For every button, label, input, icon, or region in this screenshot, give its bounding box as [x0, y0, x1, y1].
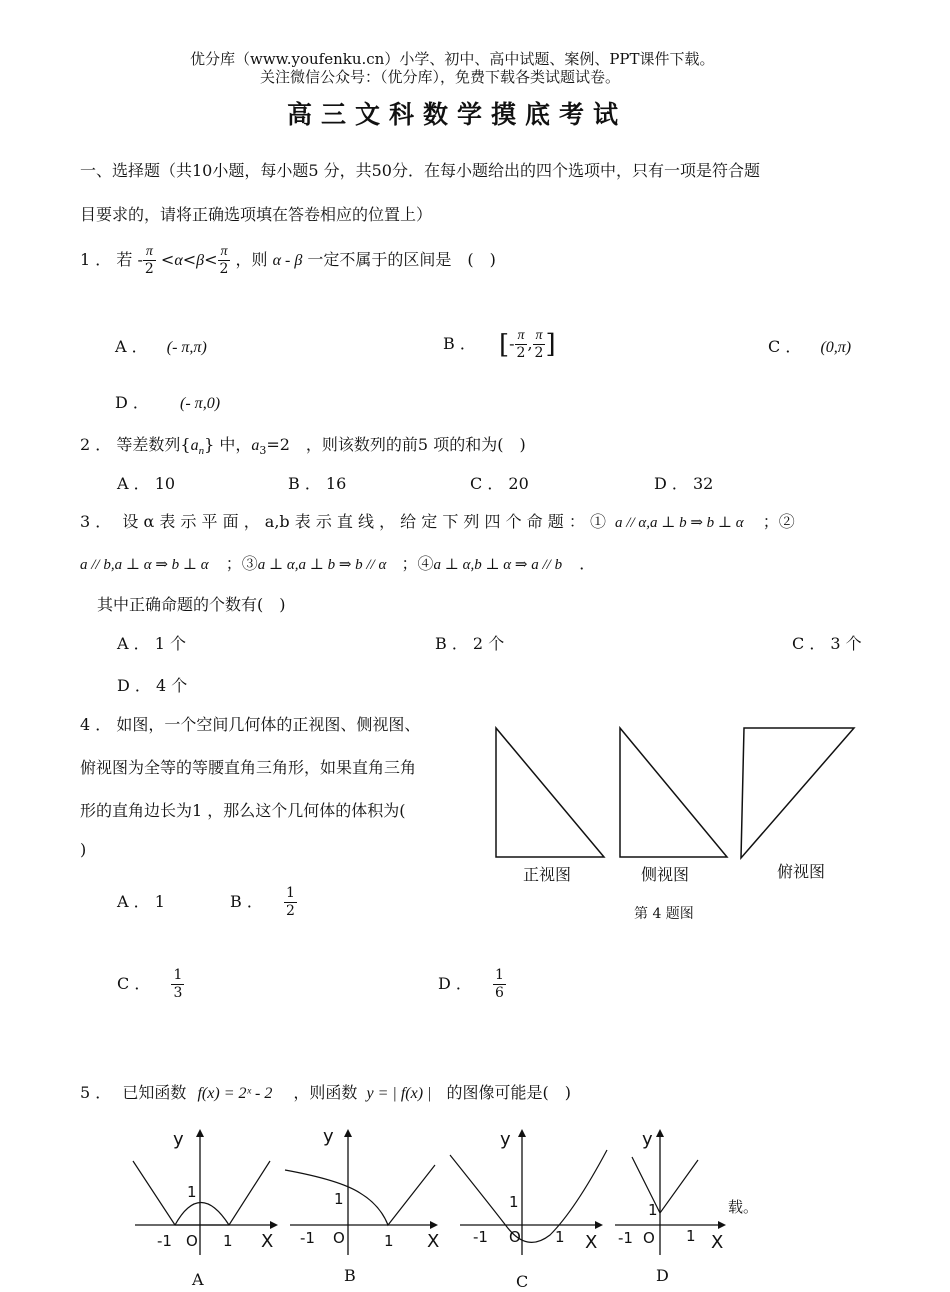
side-view-label: 侧视图	[641, 865, 690, 884]
beta-symbol: β	[196, 252, 205, 269]
x-label: X	[427, 1231, 440, 1252]
fraction-pi-over-2: $\frac{\pi}{2}$	[516, 328, 526, 361]
x-axis-arrow	[595, 1221, 603, 1229]
y-axis-arrow	[344, 1129, 352, 1137]
stray-text: 载。	[728, 1198, 759, 1216]
separator-4: ；④	[401, 554, 434, 573]
question-3-number: 3 ．	[80, 512, 112, 531]
q2-option-a[interactable]: A ． 10	[117, 474, 176, 493]
top-view-triangle	[741, 728, 854, 858]
tick-x-neg-1: -1	[618, 1229, 633, 1247]
option-label: A ．	[115, 337, 148, 356]
option-label: D ．	[115, 393, 149, 412]
three-views-figure	[480, 720, 880, 870]
function-definition: f(x) = 2ˣ - 2	[197, 1085, 273, 1102]
x-label: X	[261, 1231, 274, 1252]
question-2-text-a: 等差数列{	[116, 435, 191, 454]
less-than: <	[160, 250, 175, 269]
question-1-pre: 若	[116, 250, 133, 269]
option-value: (- π,π)	[166, 339, 207, 356]
question-3-text: 设 α 表 示 平 面 ， a,b 表 示 直 线 ， 给 定 下 列 四 个 命 题 ： ①	[122, 512, 606, 531]
tick-x-neg-1: -1	[157, 1232, 172, 1250]
question-2-text-b: } 中，	[204, 435, 252, 454]
question-3-line-1	[80, 509, 795, 532]
q3-option-b[interactable]: B ． 2 个	[435, 634, 505, 653]
top-view-label: 俯视图	[777, 862, 826, 881]
question-5-mid: ，则函数	[293, 1083, 358, 1102]
y-label: y	[642, 1129, 653, 1150]
page-title: 高三文科数学摸底考试	[287, 100, 628, 129]
x-axis-arrow	[270, 1221, 278, 1229]
subscript-3: 3	[259, 444, 267, 458]
q1-option-b[interactable]	[443, 322, 556, 367]
side-view-triangle	[620, 728, 727, 857]
q4-option-d[interactable]	[438, 962, 506, 1006]
question-1-stem	[80, 240, 496, 281]
question-4-line-4: )	[80, 840, 87, 859]
minus-sign: -	[509, 334, 515, 353]
fraction-pi-over-2: $\frac{\pi}{2}$	[219, 244, 229, 277]
a-3-symbol: a	[251, 437, 260, 454]
y-label: y	[500, 1129, 511, 1150]
absolute-value-function: y = | f(x) |	[366, 1085, 432, 1102]
question-1-number: 1 ．	[80, 250, 112, 269]
tick-y-1: 1	[648, 1201, 658, 1219]
question-4-line-3: 形的直角边长为1 ，那么这个几何体的体积为(	[80, 801, 406, 820]
q2-option-c[interactable]: C ． 20	[470, 474, 529, 493]
alpha-symbol: α	[174, 252, 183, 269]
q3-option-c[interactable]: C ． 3 个	[792, 634, 862, 653]
curve-a-arc	[175, 1203, 229, 1226]
graph-b[interactable]	[280, 1125, 450, 1285]
graph-b-label: B	[344, 1266, 356, 1285]
origin-label: O	[333, 1229, 345, 1247]
front-view-label: 正视图	[523, 865, 572, 884]
fraction-pi-over-2: $\frac{\pi}{2}$	[534, 328, 544, 361]
proposition-4: a ⊥ α,b ⊥ α ⇒ a // b	[433, 557, 563, 573]
fraction-pi-over-2: $\frac{\pi}{2}$	[144, 244, 154, 277]
option-label: B ．	[230, 892, 263, 911]
option-label: C ．	[117, 974, 151, 993]
proposition-3: a ⊥ α,a ⊥ b ⇒ b // α	[257, 557, 387, 573]
x-axis-arrow	[430, 1221, 438, 1229]
q1-option-d[interactable]	[115, 390, 220, 413]
tick-x-1: 1	[686, 1227, 696, 1245]
option-label: D ．	[438, 974, 472, 993]
q1-option-a[interactable]	[115, 334, 207, 357]
graph-a[interactable]	[125, 1125, 285, 1285]
question-2-number: 2 ．	[80, 435, 112, 454]
q4-option-a[interactable]: A ． 1	[117, 892, 165, 911]
graph-c[interactable]	[445, 1125, 615, 1285]
y-axis-arrow	[656, 1129, 664, 1137]
header-line-1: 优分库（www.youfenku.cn）小学、初中、高中试题、案例、PPT课件下载。	[190, 50, 715, 68]
tick-x-neg-1: -1	[473, 1228, 488, 1246]
option-value: (- π,0)	[180, 395, 221, 412]
option-label: B ．	[443, 334, 476, 353]
question-4-line-2: 俯视图为全等的等腰直角三角形，如果直角三角	[80, 758, 417, 777]
question-3-line-2	[80, 551, 595, 574]
curve-d	[632, 1157, 698, 1213]
separator-2: ；②	[762, 512, 795, 531]
x-label: X	[711, 1232, 724, 1253]
fraction-1-over-2: $\frac{1}{2}$	[285, 885, 295, 919]
question-1-comma: ，则	[235, 250, 268, 269]
tick-y-1: 1	[187, 1183, 197, 1201]
q3-option-a[interactable]: A ． 1 个	[117, 634, 186, 653]
q2-option-b[interactable]: B ． 16	[288, 474, 347, 493]
origin-label: O	[643, 1229, 655, 1247]
question-5-stem	[80, 1080, 571, 1103]
x-label: X	[585, 1232, 598, 1253]
question-3-line-3: 其中正确命题的个数有( )	[97, 595, 286, 614]
origin-label: O	[186, 1232, 198, 1250]
section-1-instruction-line-2: 目要求的，请将正确选项填在答卷相应的位置上）	[80, 205, 433, 224]
fraction-1-over-3: $\frac{1}{3}$	[173, 967, 183, 1001]
y-axis-arrow	[518, 1129, 526, 1137]
fraction-1-over-6: $\frac{1}{6}$	[495, 967, 504, 1001]
question-5-pre: 已知函数	[122, 1083, 187, 1102]
left-bracket: [	[498, 329, 510, 360]
q3-option-d[interactable]: D ． 4 个	[117, 676, 188, 695]
comma: ,	[527, 334, 533, 353]
curve-b	[285, 1165, 435, 1225]
tick-x-1: 1	[384, 1232, 394, 1250]
section-1-instruction-line-1: 一、选择题（共10小题，每小题5 分，共50分．在每小题给出的四个选项中，只有一项是符合题	[80, 161, 760, 180]
tick-x-1: 1	[223, 1232, 233, 1250]
curve-a-outer	[133, 1161, 270, 1225]
figure-4-caption: 第 4 题图	[634, 906, 694, 922]
separator-3: ；③	[225, 554, 258, 573]
y-label: y	[323, 1126, 334, 1147]
question-4-line-1: 4 ． 如图，一个空间几何体的正视图、侧视图、	[80, 715, 421, 734]
tick-x-1: 1	[555, 1228, 565, 1246]
question-1-post: 一定不属于的区间是 ( )	[307, 250, 496, 269]
q1-option-c[interactable]	[768, 334, 851, 357]
question-5-number: 5 ．	[80, 1083, 112, 1102]
tick-x-neg-1: -1	[300, 1229, 315, 1247]
graph-d-label: D	[656, 1266, 669, 1285]
right-bracket: ]	[545, 329, 556, 360]
graph-a-label: A	[192, 1270, 204, 1289]
q2-option-d[interactable]: D ． 32	[654, 474, 714, 493]
q4-option-b[interactable]	[230, 880, 297, 924]
header-line-2: 关注微信公众号：（优分库），免费下载各类试题试卷。	[260, 68, 621, 86]
minus-sign: -	[137, 250, 143, 269]
proposition-2: a // b,a ⊥ α ⇒ b ⊥ α	[80, 557, 209, 573]
y-label: y	[173, 1129, 184, 1150]
origin-label: O	[509, 1228, 521, 1246]
q4-option-c[interactable]	[117, 962, 184, 1006]
tick-y-1: 1	[334, 1190, 344, 1208]
less-than: <	[182, 250, 197, 269]
graph-c-label: C	[516, 1272, 529, 1291]
question-2-stem	[80, 432, 526, 457]
question-2-text-c: =2 ，则该数列的前5 项的和为( )	[266, 435, 526, 454]
subscript-n: n	[198, 445, 205, 458]
y-axis-arrow	[196, 1129, 204, 1137]
a-n-symbol: a	[190, 437, 199, 454]
front-view-triangle	[496, 728, 604, 857]
alpha-minus-beta: α - β	[272, 252, 303, 269]
option-label: C ．	[768, 337, 802, 356]
x-axis-arrow	[718, 1221, 726, 1229]
option-value: (0,π)	[820, 339, 852, 356]
tick-y-1: 1	[509, 1193, 519, 1211]
proposition-1: a // α,a ⊥ b ⇒ b ⊥ α	[615, 515, 744, 531]
question-5-post: 的图像可能是( )	[446, 1083, 572, 1102]
period: ．	[579, 554, 596, 573]
less-than: <	[204, 250, 218, 269]
